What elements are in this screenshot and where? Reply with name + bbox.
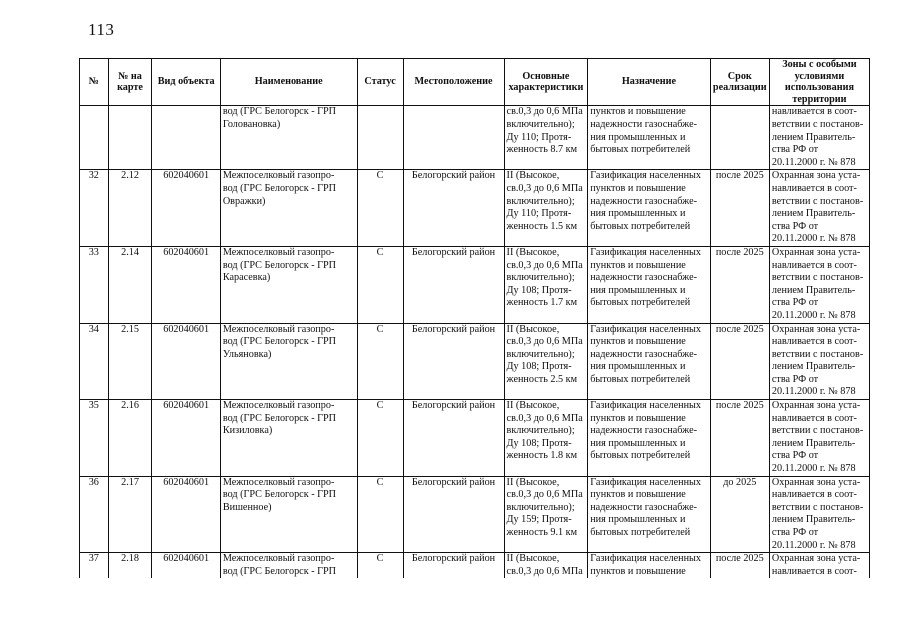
- header-status: Статус: [357, 59, 403, 106]
- cell-characteristics: II (Высокое, св.0,3 до 0,6 МПа включительно); Ду 110; Протя- женность 1.5 км: [504, 170, 588, 247]
- cell-name: Межпоселковый газопро- вод (ГРС Белогорск - ГРП Ульяновка): [220, 323, 357, 400]
- cell-purpose: Газификация населенных пунктов и повышение: [588, 553, 710, 579]
- cell-status: С: [357, 323, 403, 400]
- cell-term: [710, 106, 769, 170]
- cell-object-type: 602040601: [152, 246, 220, 323]
- infrastructure-table: [79, 58, 870, 578]
- cell-name: Межпоселковый газопро- вод (ГРС Белогорск - ГРП Вишенное): [220, 476, 357, 553]
- table-header-row: [80, 59, 870, 106]
- cell-name: Межпоселковый газопро- вод (ГРС Белогорск - ГРП Кизиловка): [220, 400, 357, 477]
- cell-purpose: Газификация населенных пунктов и повышение надежности газоснабже- ния промышленных и бытовых потребителей: [588, 323, 710, 400]
- cell-map-number: 2.15: [108, 323, 152, 400]
- cell-map-number: 2.14: [108, 246, 152, 323]
- cell-status: С: [357, 553, 403, 579]
- cell-number: 32: [80, 170, 109, 247]
- cell-object-type: 602040601: [152, 323, 220, 400]
- cell-name: Межпоселковый газопро- вод (ГРС Белогорск - ГРП Карасевка): [220, 246, 357, 323]
- continuation-row: [80, 106, 870, 170]
- cell-term: до 2025: [710, 476, 769, 553]
- cell-status: С: [357, 476, 403, 553]
- table-row: [80, 170, 870, 247]
- cell-purpose: Газификация населенных пунктов и повышение надежности газоснабже- ния промышленных и бытовых потребителей: [588, 476, 710, 553]
- cell-purpose: пунктов и повышение надежности газоснабже- ния промышленных и бытовых потребителей: [588, 106, 710, 170]
- cell-characteristics: II (Высокое, св.0,3 до 0,6 МПа включительно); Ду 108; Протя- женность 1.7 км: [504, 246, 588, 323]
- table-row: [80, 400, 870, 477]
- cell-characteristics: II (Высокое, св.0,3 до 0,6 МПа: [504, 553, 588, 579]
- header-number: №: [80, 59, 109, 106]
- cell-object-type: 602040601: [152, 400, 220, 477]
- table-row: [80, 476, 870, 553]
- cell-name: Межпоселковый газопро- вод (ГРС Белогорск - ГРП: [220, 553, 357, 579]
- cell-location: Белогорский район: [403, 400, 504, 477]
- cell-zones: навливается в соот- ветствии с постанов- лением Правитель- ства РФ от 20.11.2000 г. № 878: [769, 106, 869, 170]
- cell-name: Межпоселковый газопро- вод (ГРС Белогорск - ГРП Овражки): [220, 170, 357, 247]
- cell-map-number: 2.18: [108, 553, 152, 579]
- cell-zones: Охранная зона уста- навливается в соот- ветствии с постанов- лением Правитель- ства РФ от 20.11.2000 г. № 878: [769, 400, 869, 477]
- header-object-type: Вид объекта: [152, 59, 220, 106]
- cell-term: после 2025: [710, 246, 769, 323]
- cell-purpose: Газификация населенных пунктов и повышение надежности газоснабже- ния промышленных и бытовых потребителей: [588, 170, 710, 247]
- cell-location: Белогорский район: [403, 170, 504, 247]
- cell-purpose: Газификация населенных пунктов и повышение надежности газоснабже- ния промышленных и бытовых потребителей: [588, 400, 710, 477]
- cell-term: после 2025: [710, 170, 769, 247]
- header-purpose: Назначение: [588, 59, 710, 106]
- page-number: 113: [88, 20, 115, 39]
- table-row: [80, 323, 870, 400]
- cell-zones: Охранная зона уста- навливается в соот- ветствии с постанов- лением Правитель- ства РФ от 20.11.2000 г. № 878: [769, 476, 869, 553]
- header-characteristics: Основные характеристики: [504, 59, 588, 106]
- cell-map-number: 2.17: [108, 476, 152, 553]
- cell-location: Белогорский район: [403, 476, 504, 553]
- cell-object-type: 602040601: [152, 170, 220, 247]
- header-zones: Зоны с особыми условиями использования территории: [769, 59, 869, 106]
- header-map-number: № на карте: [108, 59, 152, 106]
- cell-term: после 2025: [710, 323, 769, 400]
- table-row: [80, 246, 870, 323]
- cell-characteristics: св.0,3 до 0,6 МПа включительно); Ду 110; Протя- женность 8.7 км: [504, 106, 588, 170]
- cell-location: [403, 106, 504, 170]
- cell-zones: Охранная зона уста- навливается в соот- ветствии с постанов- лением Правитель- ства РФ от 20.11.2000 г. № 878: [769, 246, 869, 323]
- cell-object-type: 602040601: [152, 553, 220, 579]
- cell-map-number: 2.16: [108, 400, 152, 477]
- cell-number: 37: [80, 553, 109, 579]
- cell-purpose: Газификация населенных пунктов и повышение надежности газоснабже- ния промышленных и бытовых потребителей: [588, 246, 710, 323]
- header-term: Срок реализации: [710, 59, 769, 106]
- cell-object-type: 602040601: [152, 476, 220, 553]
- cell-term: после 2025: [710, 553, 769, 579]
- header-location: Местоположение: [403, 59, 504, 106]
- cell-map-number: 2.12: [108, 170, 152, 247]
- cell-status: [357, 106, 403, 170]
- cell-characteristics: II (Высокое, св.0,3 до 0,6 МПа включительно); Ду 108; Протя- женность 1.8 км: [504, 400, 588, 477]
- cell-characteristics: II (Высокое, св.0,3 до 0,6 МПа включительно); Ду 159; Протя- женность 9.1 км: [504, 476, 588, 553]
- cell-term: после 2025: [710, 400, 769, 477]
- table-row-partial: [80, 553, 870, 579]
- cell-map-number: [108, 106, 152, 170]
- cell-number: [80, 106, 109, 170]
- cell-location: Белогорский район: [403, 246, 504, 323]
- cell-number: 34: [80, 323, 109, 400]
- cell-zones: Охранная зона уста- навливается в соот-: [769, 553, 869, 579]
- cell-name: вод (ГРС Белогорск - ГРП Голованoвка): [220, 106, 357, 170]
- header-name: Наименование: [220, 59, 357, 106]
- cell-status: С: [357, 246, 403, 323]
- cell-location: Белогорский район: [403, 323, 504, 400]
- cell-characteristics: II (Высокое, св.0,3 до 0,6 МПа включительно); Ду 108; Протя- женность 2.5 км: [504, 323, 588, 400]
- cell-status: С: [357, 170, 403, 247]
- cell-number: 35: [80, 400, 109, 477]
- cell-object-type: [152, 106, 220, 170]
- cell-location: Белогорский район: [403, 553, 504, 579]
- cell-zones: Охранная зона уста- навливается в соот- ветствии с постанов- лением Правитель- ства РФ от 20.11.2000 г. № 878: [769, 323, 869, 400]
- cell-number: 36: [80, 476, 109, 553]
- cell-number: 33: [80, 246, 109, 323]
- cell-zones: Охранная зона уста- навливается в соот- ветствии с постанов- лением Правитель- ства РФ от 20.11.2000 г. № 878: [769, 170, 869, 247]
- cell-status: С: [357, 400, 403, 477]
